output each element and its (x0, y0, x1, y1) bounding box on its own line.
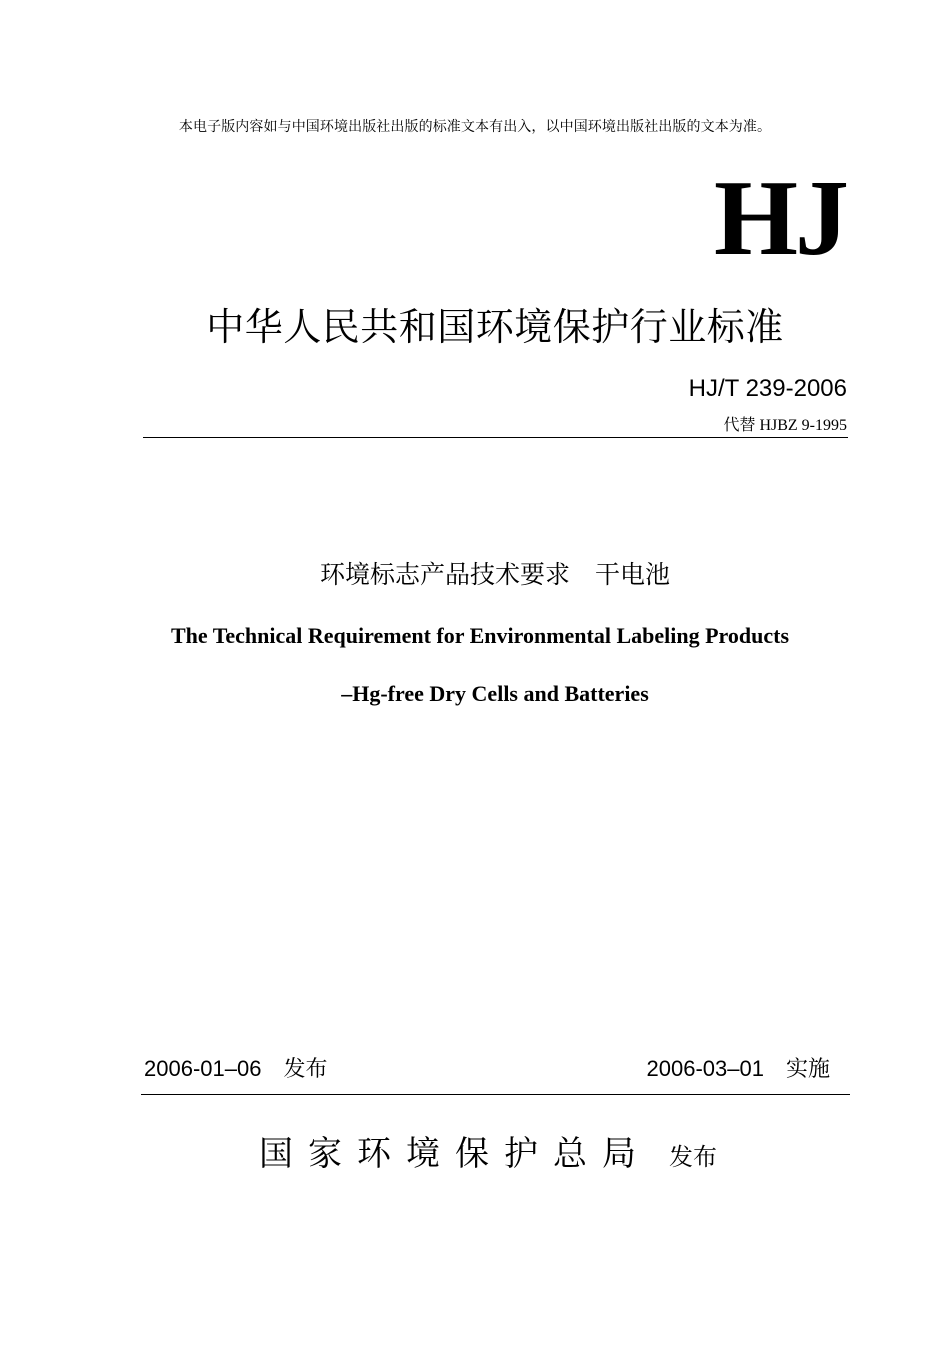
standard-category-title: 中华人民共和国环境保护行业标准 (206, 305, 784, 349)
issue-date-block (144, 1054, 327, 1085)
issuer-label: 发布 (669, 1143, 717, 1171)
implementation-date-block (647, 1054, 830, 1085)
issue-date: 2006-01–06 (144, 1056, 262, 1081)
header-divider (143, 437, 848, 438)
issue-label: 发布 (283, 1057, 328, 1082)
footer-divider (141, 1094, 850, 1095)
replaces-standard: 代替 HJBZ 9-1995 (723, 417, 847, 434)
issuing-authority (259, 1131, 717, 1180)
issuer-name: 国家环境保护总局 (259, 1134, 651, 1174)
implementation-label: 实施 (785, 1057, 830, 1082)
document-title-chinese: 环境标志产品技术要求 干电池 (319, 560, 670, 589)
disclaimer-notice: 本电子版内容如与中国环境出版社出版的标准文本有出入，以中国环境出版社出版的文本为准。 (178, 119, 772, 135)
document-title-english-line1: The Technical Requirement for Environmental Labeling Products (170, 623, 790, 648)
document-title-english-line2: –Hg-free Dry Cells and Batteries (341, 681, 649, 706)
standard-number: HJ/T 239-2006 (688, 375, 847, 402)
hj-logo: HJ (713, 159, 846, 278)
implementation-date: 2006-03–01 (646, 1056, 764, 1081)
